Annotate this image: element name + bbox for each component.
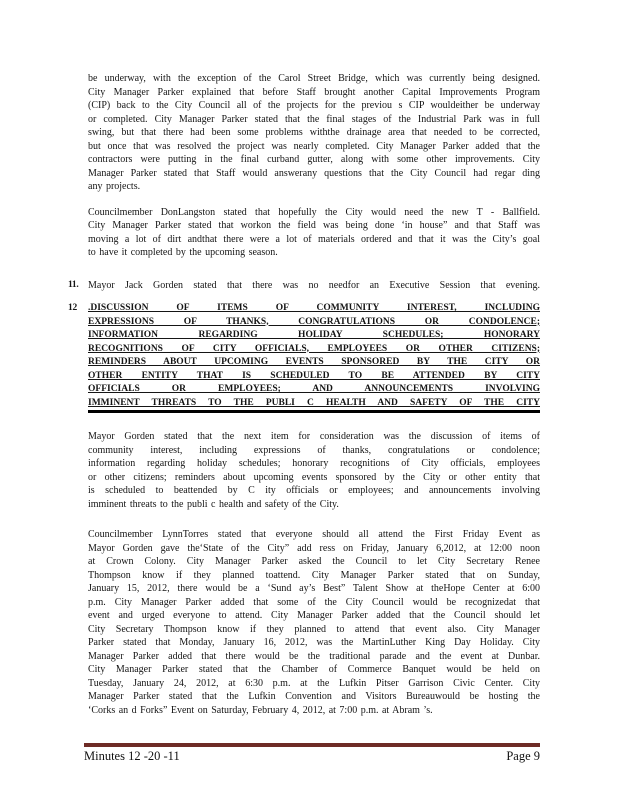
item-12-number: 12 [68,303,77,313]
text-line: to have it completed by the upcoming season. [88,247,278,258]
text-line: (CIP) back to the City Council all of the projects for the previou s CIP wouldeither be underway [88,100,540,111]
text-line: Manager Parker added that there would be the traditional parade and the event at Dunbar. [88,650,540,662]
text-line: but once that was resolved the project was nearly completed. City Manager Parker added that the [88,140,540,152]
text-line: information regarding holiday schedules; honorary recognitions of City officials, employees [88,458,540,469]
text-line: is scheduled to beattended by C ity officials or employees; and announcements involving [88,485,540,496]
text-line: p.m. City Manager Parker added that some of the City Council would be recognizedat that [88,596,540,608]
text-line: Mayor Gorden gave the‘State of the City” add ress on Friday, January 6,2012, at 12:00 noon [88,542,540,554]
text-line: moving a lot of dirt andthat there were a lot of materials ordered and that it was the City’s goal [88,233,540,245]
text-line: January 15, 2012, there would be a ‘Sund ay’s Best” Talent Show at theHope Center at 6:00 [88,583,540,594]
text-line: ‘Corks an d Forks” Event on Saturday, February 4, 2012, at 7:00 p.m. at Abram ’s. [88,704,433,716]
page-content [68,0,540,717]
text-line: City Manager Parker stated that the Chamber of Commerce Banquet would be held on [88,664,540,675]
text-line: Mayor Gorden stated that the next item for consideration was the discussion of items of [88,431,540,442]
text-line: Councilmember LynnTorres stated that everyone should all attend the First Friday Event as [88,529,540,540]
text-line: or other citizens; reminders about upcoming events sponsored by the City or other entity that [88,471,540,483]
heading-line: REMINDERS ABOUT UPCOMING EVENTS SPONSORED BY THE CITY OR [88,357,540,367]
text-line: any projects. [88,181,141,192]
text-line: imminent threats to the publi c health and safety of the City. [88,498,339,510]
heading-line: RECOGNITIONS OF CITY OFFICIALS, EMPLOYEES OR OTHER CITIZENS; [88,343,540,354]
paragraph-cip-update [88,72,540,194]
paragraph-community-interest [88,430,540,511]
footer-page-number: Page 9 [506,749,540,763]
text-line: Manager Parker stated that the Lufkin Convention and Visitors Bureauwould be hosting the [88,691,540,702]
item-12-heading [88,302,540,413]
text-line: Parker stated that Monday, January 16, 2012, was the MartinLuther King Day Holiday. City [88,637,540,648]
text-line: City Secretary Thompson know if they planned to attend that event also. City Manager [88,623,540,635]
heading-line: INFORMATION REGARDING HOLIDAY SCHEDULES; HONORARY [88,330,540,340]
text-line: event and urged everyone to attend. City Manager Parker added that the Council should let [88,610,540,621]
text-line: be underway, with the exception of the Carol Street Bridge, which was currently being designed. [88,73,540,84]
text-line: contractors were putting in the final curband gutter, along with some other improvements. City [88,154,540,165]
heading-line: EXPRESSIONS OF THANKS, CONGRATULATIONS OR CONDOLENCE; [88,316,540,327]
text-line: swing, but that there had been some problems withthe drainage area that needed to be corrected, [88,127,540,138]
paragraph-events-announcements [88,528,540,717]
text-line: Tuesday, January 24, 2012, at 6:30 p.m. at the Lufkin Pitser Garrison Civic Center. City [88,677,540,689]
text-line: City Manager Parker stated that workon the field was being done ‘in house” and that Staff was [88,220,540,231]
heading-line: OFFICIALS OR EMPLOYEES; AND ANNOUNCEMENTS INVOLVING [88,384,540,394]
text-line: Councilmember DonLangston stated that hopefully the City would need the new T - Ballfield. [88,206,540,218]
text-line: Thompson know if they planned toattend. City Manager Parker stated that on Sunday, [88,569,540,581]
paragraph-ballfield [88,206,540,260]
text-line: City Manager Parker explained that before Staff brought another Capital Improvements Program [88,86,540,98]
text-line: or completed. City Manager Parker stated that the final stages of the Industrial Park was in full [88,113,540,125]
agenda-item-12 [68,302,540,413]
heading-line: OTHER ENTITY THAT IS SCHEDULED TO BE ATTENDED BY CITY [88,370,540,381]
page-footer [84,743,540,764]
text-line: at Crown Colony. City Manager Parker asked the Council to let City Secretary Renee [88,556,540,567]
item-11-number: 11. [68,279,79,290]
footer-doc-title: Minutes 12 -20 -11 [84,749,180,763]
footer-row [84,747,540,764]
agenda-item-11 [68,279,540,293]
item-11-text: Mayor Jack Gorden stated that there was no needfor an Executive Session that evening. [88,279,540,291]
heading-line: IMMINENT THREATS TO THE PUBLI C HEALTH AND SAFETY OF THE CITY [88,397,540,414]
text-line: community interest, including expressions of thanks, congratulations or condolence; [88,444,540,456]
heading-line: .DISCUSSION OF ITEMS OF COMMUNITY INTEREST, INCLUDING [88,303,540,313]
text-line: Manager Parker stated that Staff would answerany questions that the City Council had regar ding [88,167,540,179]
